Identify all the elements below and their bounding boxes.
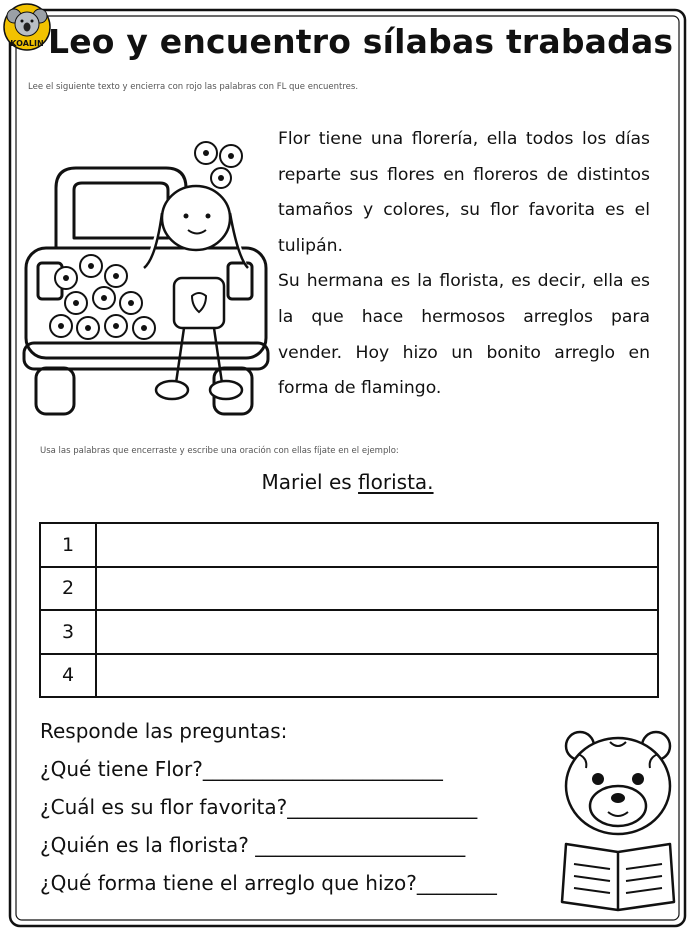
logo-text: KOALIN: [10, 39, 44, 48]
story-paragraph-2: Su hermana es la florista, es decir, ella es la que hace hermosos arreglos para vender. Hoy hizo un bonito arreglo en forma de flamingo.: [278, 271, 650, 399]
tiger-reading-illustration: [548, 724, 688, 914]
writing-instruction: Usa las palabras que encerraste y escribe una oración con ellas fíjate en el ejemplo:: [40, 446, 399, 456]
answer-row-number: 1: [40, 523, 96, 567]
answer-line[interactable]: [96, 610, 658, 654]
answer-row: [40, 654, 658, 698]
example-sentence: [0, 470, 695, 494]
example-prefix: Mariel es: [261, 470, 359, 494]
example-word: florista.: [358, 470, 434, 494]
answer-row-number: 4: [40, 654, 96, 698]
question-item: ¿Qué forma tiene el arreglo que hizo?________: [40, 871, 497, 895]
story-paragraph-1: Flor tiene una florería, ella todos los días reparte sus flores en floreros de distintos tamaños y colores, su flor favorita es el tulipán.: [278, 129, 650, 256]
page-title: Leo y encuentro sílabas trabadas: [48, 22, 674, 61]
girl-truck-flowers-illustration: [16, 128, 274, 428]
answer-table: [39, 522, 659, 698]
answer-row: [40, 523, 658, 567]
answer-line[interactable]: [96, 567, 658, 611]
koala-logo: [2, 2, 52, 52]
answer-row-number: 3: [40, 610, 96, 654]
answer-line[interactable]: [96, 654, 658, 698]
reading-instruction: Lee el siguiente texto y encierra con rojo las palabras con FL que encuentres.: [28, 82, 359, 92]
question-item: ¿Quién es la florista? _____________________: [40, 833, 466, 857]
answer-row: [40, 610, 658, 654]
story-text: [278, 122, 650, 407]
question-item: ¿Cuál es su flor favorita?___________________: [40, 795, 478, 819]
answer-row: [40, 567, 658, 611]
questions-heading: Responde las preguntas:: [40, 719, 288, 743]
answer-row-number: 2: [40, 567, 96, 611]
question-item: ¿Qué tiene Flor?________________________: [40, 757, 443, 781]
answer-line[interactable]: [96, 523, 658, 567]
questions-section: [40, 716, 497, 906]
